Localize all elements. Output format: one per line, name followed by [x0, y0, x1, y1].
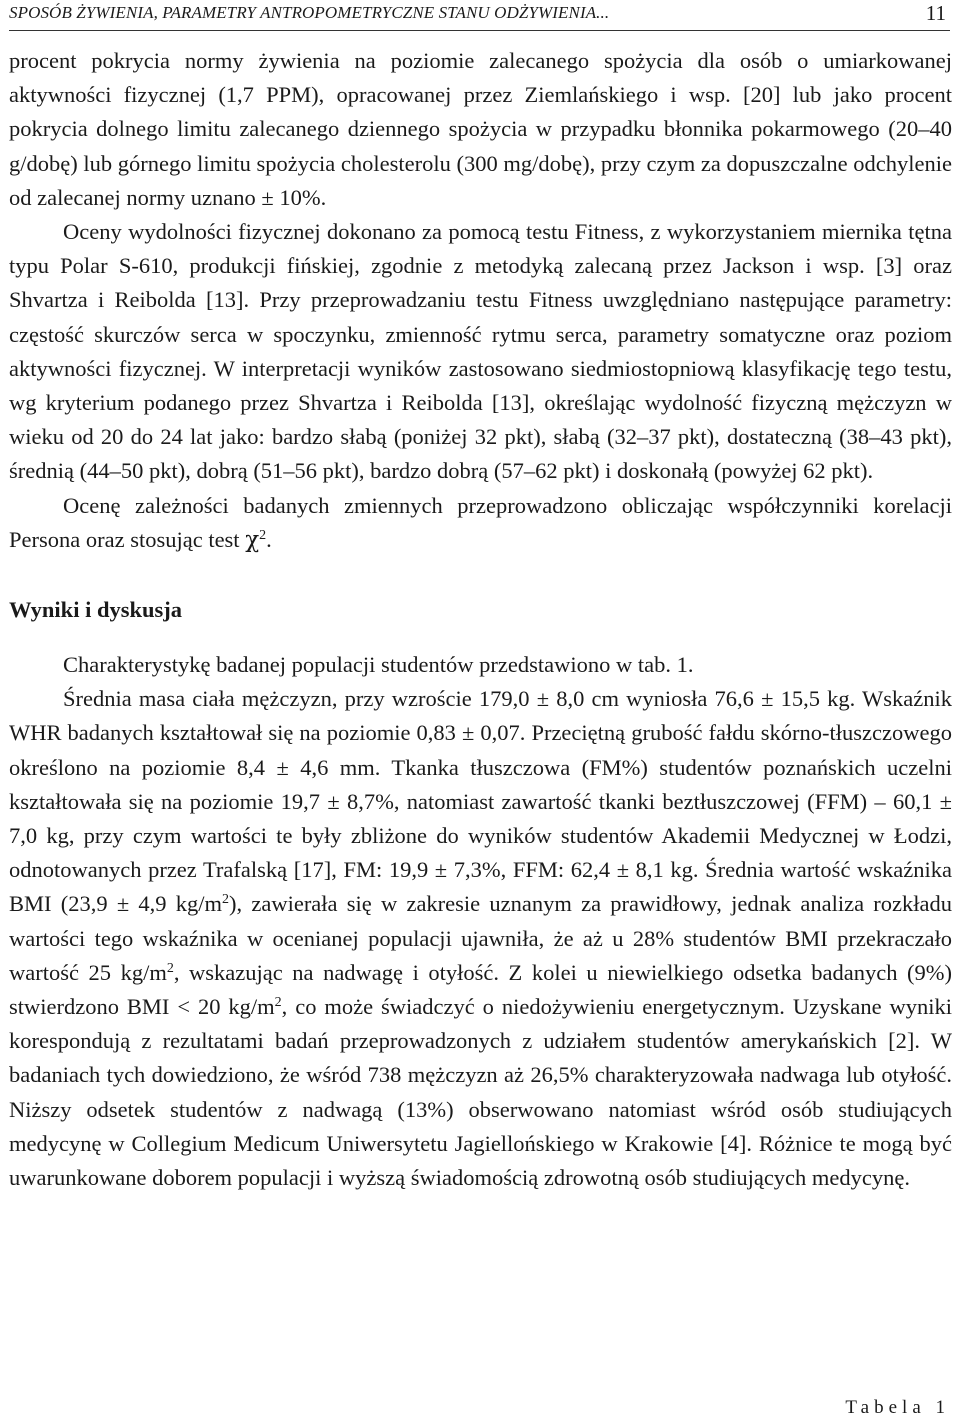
results-paragraph-2-part-d: , co może świadczyć o niedożywieniu energetycznym. Uzyskane wyniki korespondują z rezultatami badań przeprowadzonych z udziałem studentów amerykańskich [2]. W badaniach tych dowiedziono, że wśród 738 mężczyzn aż 26,5% charakteryzowała nadwaga lub otyłość. Niższy odsetek studentów z nadwagą (13%) obserwowano natomiast wśród osób studiujących medycynę w Collegium Medicum Uniwersytetu Jagiellońskiego w Krakowie [4]. Różnice te mogą być uwarunkowane doborem populacji i wyższą świadomością zdrowotną osób studiujących medycynę. — [9, 994, 952, 1191]
results-paragraph-2-part-b: ), zawierała się w zakresie uznanym za prawidłowy, jednak analiza rozkładu wartości tego wskaźnika w ocenianej populacji ujawniła, że aż u 28% studentów BMI przekraczało wartość 25 kg/m — [9, 891, 952, 985]
methods-paragraph-3-end: . — [266, 526, 272, 552]
unit-exponent-1: 2 — [222, 892, 230, 908]
methods-paragraph-1: procent pokrycia normy żywienia na poziomie zalecanego spożycia dla osób o umiarkowanej aktywności fizycznej (1,7 PPM), opracowanej przez Ziemlańskiego i wsp. [20] lub jako procent pokrycia dolnego limitu zalecanego dziennego spożycia w przypadku błonnika pokarmowego (20–40 g/dobę) lub górnego limitu spożycia cholesterolu (300 mg/dobę), przy czym za dopuszczalne odchylenie od zalecanej normy uznano ± 10%. — [9, 48, 952, 210]
page-number: 11 — [925, 1, 946, 25]
chi-exponent: 2 — [259, 527, 267, 543]
methods-paragraph-3 — [9, 489, 952, 557]
chi-symbol: χ — [245, 526, 260, 553]
unit-exponent-3: 2 — [274, 995, 282, 1011]
results-paragraph-2-part-c: , wskazując na nadwagę i otyłość. Z kolei u niewielkiego odsetka badanych (9%) stwierdzono BMI < 20 kg/m — [9, 959, 952, 1020]
unit-exponent-2: 2 — [166, 960, 174, 976]
results-paragraph-2 — [9, 682, 952, 1195]
running-title: SPOSÓB ŻYWIENIA, PARAMETRY ANTROPOMETRYCZNE STANU ODŻYWIENIA... — [9, 3, 610, 22]
running-header — [9, 2, 950, 31]
page-body — [9, 44, 952, 1195]
section-heading: Wyniki i dyskusja — [9, 597, 182, 623]
results-paragraph-2-part-a: Średnia masa ciała mężczyzn, przy wzroście 179,0 ± 8,0 cm wyniosła 76,6 ± 15,5 kg. Wskaźnik WHR badanych kształtował się na poziomie 0,83 ± 0,07. Przeciętną grubość fałdu skórno-tłuszczowego określono na poziomie 8,4 ± 4,6 mm. Tkanka tłuszczowa (FM%) studentów poznańskich uczelni kształtowała się na poziomie 19,7 ± 8,7%, natomiast zawartość tkanki beztłuszczowej (FFM) – 60,1 ± 7,0 kg, przy czym wartości te były zbliżone do wyników studentów Akademii Medycznej w Łodzi, odnotowanych przez Trafalską [17], FM: 19,9 ± 7,3%, FFM: 62,4 ± 8,1 kg. Średnia wartość wskaźnika BMI (23,9 ± 4,9 kg/m — [9, 686, 952, 917]
methods-paragraph-2: Oceny wydolności fizycznej dokonano za pomocą testu Fitness, z wykorzystaniem miernika tętna typu Polar S-610, produkcji fińskiej, zgodnie z metodyką zalecaną przez Jackson i wsp. [3] oraz Shvartza i Reibolda [13]. Przy przeprowadzaniu testu Fitness uwzględniano następujące parametry: częstość skurczów serca w spoczynku, zmienność rytmu serca, parametry somatyczne oraz poziom aktywności fizycznej. W interpretacji wyników zastosowano siedmiostopniową klasyfikację tego testu, wg kryterium podanego przez Shvartza i Reibolda [13], określając wydolność fizyczną mężczyzn w wieku od 20 do 24 lat jako: bardzo słabą (poniżej 32 pkt), słabą (32–37 pkt), dostateczną (38–43 pkt), średnią (44–50 pkt), dobrą (51–56 pkt), bardzo dobrą (57–62 pkt) i doskonałą (powyżej 62 pkt). — [9, 219, 952, 484]
results-paragraph-1: Charakterystykę badanej populacji studentów przedstawiono w tab. 1. — [63, 652, 694, 678]
methods-paragraph-3-text: Ocenę zależności badanych zmiennych przeprowadzono obliczając współczynniki korelacji Persona oraz stosując test — [9, 492, 952, 552]
table-caption: Tabela 1 — [845, 1397, 950, 1418]
